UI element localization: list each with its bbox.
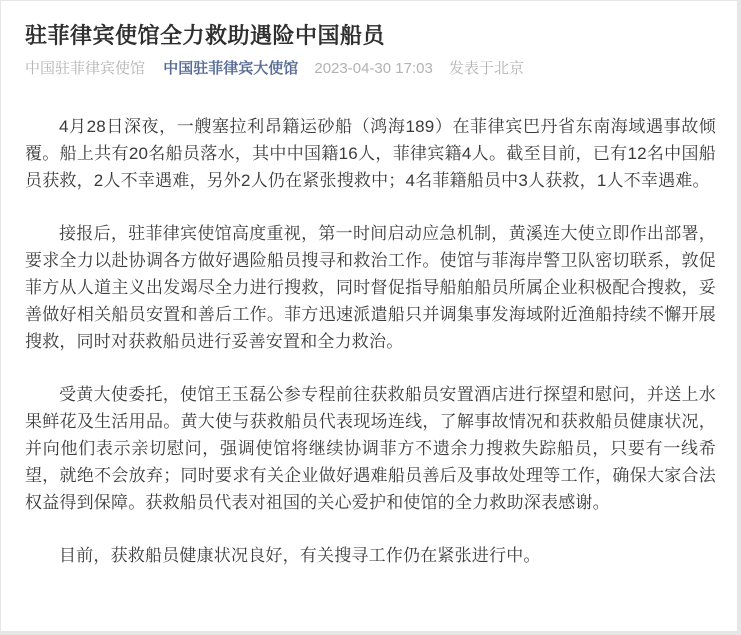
paragraph-1: 4月28日深夜，一艘塞拉利昂籍运砂船（鸿海189）在菲律宾巴丹省东南海域遇事故倾覆。船上共有20名船员落水，其中中国籍16人，菲律宾籍4人。截至目前，已有12名中国船员获救，2人不幸遇难，另外2人仍在紧张搜救中；4名菲籍船员中3人获救，1人不幸遇难。 bbox=[25, 117, 716, 190]
paragraph-4: 目前，获救船员健康状况良好，有关搜寻工作仍在紧张进行中。 bbox=[59, 546, 541, 565]
article-title: 驻菲律宾使馆全力救助遇险中国船员 bbox=[25, 23, 386, 48]
account-name-link[interactable]: 中国驻菲律宾大使馆 bbox=[163, 60, 299, 77]
paragraph-3: 受黄大使委托，使馆王玉磊公参专程前往获救船员安置酒店进行探望和慰问，并送上水果鲜花及生活用品。黄大使与获救船员代表现场连线，了解事故情况和获救船员健康状况，并向他们表示亲切慰问，强调使馆将继续协调菲方不遗余力搜救失踪船员，只要有一线希望，就绝不会放弃；同时要求有关企业做好遇难船员善后及事故处理等工作，确保大家合法权益得到保障。获救船员代表对祖国的关心爱护和使馆的全力救助深表感谢。 bbox=[25, 385, 716, 512]
article-page bbox=[1, 1, 737, 631]
article-byline bbox=[25, 59, 716, 79]
publish-location: 发表于北京 bbox=[448, 60, 524, 77]
publish-time: 2023-04-30 17:03 bbox=[314, 60, 433, 77]
author-name: 中国驻菲律宾使馆 bbox=[25, 60, 146, 77]
paragraph-2: 接报后，驻菲律宾使馆高度重视，第一时间启动应急机制，黄溪连大使立即作出部署，要求全力以赴协调各方做好遇险船员搜寻和救治工作。使馆与菲海岸警卫队密切联系，敦促菲方从人道主义出发竭尽全力进行搜救，同时督促指导船舶船员所属企业积极配合搜救，妥善做好相关船员安置和善后工作。菲方迅速派遣船只并调集事发海域附近渔船持续不懈开展搜救，同时对获救船员进行妥善安置和全力救治。 bbox=[25, 224, 716, 351]
article-body bbox=[25, 79, 716, 569]
